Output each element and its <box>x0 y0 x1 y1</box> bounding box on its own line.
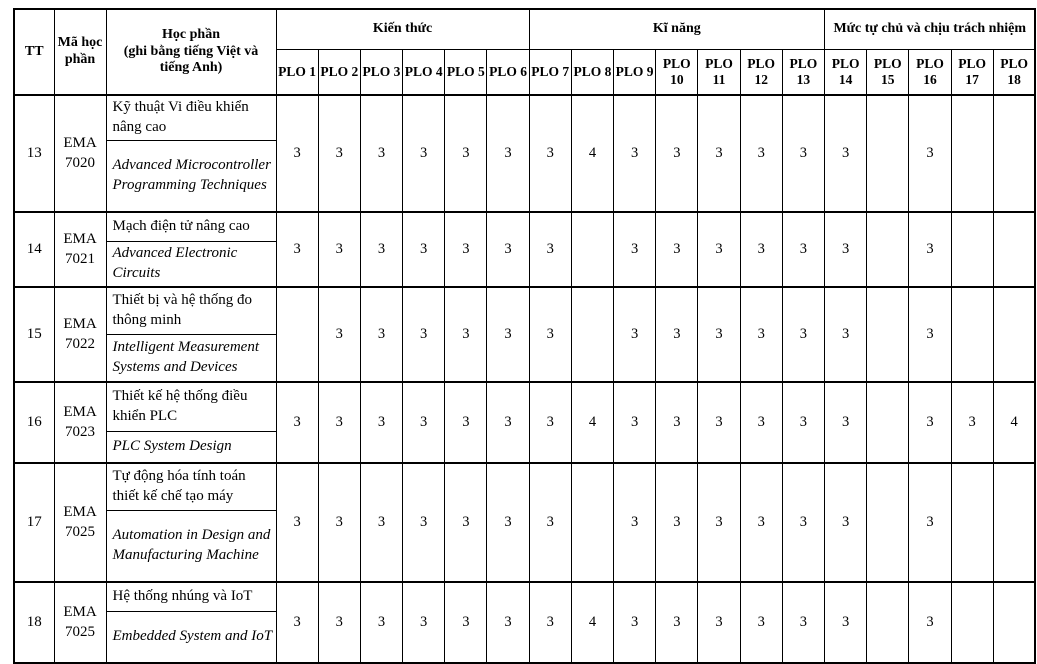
course-name-en: Embedded System and IoT <box>106 612 276 664</box>
plo-value-cell: 3 <box>318 212 360 287</box>
plo-value-cell <box>951 95 993 212</box>
plo-value-cell <box>951 212 993 287</box>
plo-value-cell: 3 <box>740 582 782 663</box>
plo-value-cell: 3 <box>825 212 867 287</box>
plo-value-cell: 3 <box>403 95 445 212</box>
col-header-plo-18: PLO 18 <box>993 49 1035 95</box>
course-code-cell: EMA 7023 <box>54 382 106 463</box>
col-header-plo-11: PLO 11 <box>698 49 740 95</box>
plo-value-cell: 3 <box>318 463 360 582</box>
course-name-vi: Mạch điện tử nâng cao <box>106 212 276 242</box>
plo-value-cell: 3 <box>698 212 740 287</box>
col-header-plo-7: PLO 7 <box>529 49 571 95</box>
col-header-plo-5: PLO 5 <box>445 49 487 95</box>
plo-value-cell: 3 <box>360 463 402 582</box>
plo-value-cell: 3 <box>909 582 951 663</box>
plo-value-cell: 3 <box>656 463 698 582</box>
plo-value-cell: 3 <box>740 382 782 463</box>
course-code-cell: EMA 7022 <box>54 287 106 382</box>
plo-value-cell: 3 <box>698 95 740 212</box>
plo-value-cell: 3 <box>445 463 487 582</box>
plo-value-cell: 3 <box>656 582 698 663</box>
plo-value-cell: 3 <box>360 382 402 463</box>
plo-value-cell: 3 <box>318 95 360 212</box>
plo-value-cell: 3 <box>656 212 698 287</box>
plo-value-cell: 3 <box>614 95 656 212</box>
plo-value-cell: 3 <box>656 287 698 382</box>
col-header-plo-8: PLO 8 <box>571 49 613 95</box>
col-header-course-title: Học phần <box>162 26 220 42</box>
plo-value-cell: 3 <box>909 463 951 582</box>
plo-value-cell: 3 <box>487 382 529 463</box>
plo-value-cell: 3 <box>698 382 740 463</box>
plo-value-cell: 3 <box>529 463 571 582</box>
plo-value-cell <box>276 287 318 382</box>
plo-value-cell <box>867 463 909 582</box>
course-code-cell: EMA 7025 <box>54 582 106 663</box>
plo-value-cell <box>867 95 909 212</box>
col-header-plo-12: PLO 12 <box>740 49 782 95</box>
col-header-plo-4: PLO 4 <box>403 49 445 95</box>
course-name-en: PLC System Design <box>106 432 276 464</box>
plo-value-cell: 3 <box>529 212 571 287</box>
plo-value-cell <box>951 463 993 582</box>
plo-value-cell: 3 <box>909 287 951 382</box>
plo-value-cell: 3 <box>614 463 656 582</box>
plo-value-cell: 3 <box>825 582 867 663</box>
plo-value-cell: 3 <box>782 582 824 663</box>
plo-value-cell: 4 <box>571 95 613 212</box>
plo-value-cell: 3 <box>276 582 318 663</box>
plo-value-cell: 3 <box>403 382 445 463</box>
course-name-en: Advanced Microcontroller Programming Techniques <box>106 141 276 213</box>
plo-value-cell: 3 <box>318 582 360 663</box>
plo-value-cell: 3 <box>782 212 824 287</box>
plo-value-cell: 3 <box>487 463 529 582</box>
col-header-plo-6: PLO 6 <box>487 49 529 95</box>
plo-value-cell: 3 <box>403 212 445 287</box>
plo-value-cell: 3 <box>403 582 445 663</box>
course-row-18 <box>14 582 1035 612</box>
col-header-plo-9: PLO 9 <box>614 49 656 95</box>
col-header-plo-2: PLO 2 <box>318 49 360 95</box>
plo-value-cell <box>571 463 613 582</box>
header-group-row <box>14 9 1035 49</box>
course-name-en: Intelligent Measurement Systems and Devices <box>106 335 276 383</box>
plo-value-cell: 3 <box>403 463 445 582</box>
plo-value-cell: 3 <box>487 287 529 382</box>
plo-value-cell: 4 <box>571 382 613 463</box>
tt-cell: 17 <box>14 463 54 582</box>
course-row-17 <box>14 463 1035 511</box>
col-header-course-subtitle: (ghi bằng tiếng Việt và tiếng Anh) <box>123 43 259 76</box>
course-row-14 <box>14 212 1035 242</box>
col-header-plo-3: PLO 3 <box>360 49 402 95</box>
plo-value-cell <box>951 287 993 382</box>
plo-value-cell: 3 <box>529 287 571 382</box>
plo-value-cell: 3 <box>445 582 487 663</box>
plo-value-cell <box>951 582 993 663</box>
plo-value-cell: 3 <box>825 287 867 382</box>
plo-value-cell: 3 <box>698 463 740 582</box>
plo-value-cell: 3 <box>740 95 782 212</box>
course-code-cell: EMA 7021 <box>54 212 106 287</box>
tt-cell: 15 <box>14 287 54 382</box>
plo-value-cell: 3 <box>740 212 782 287</box>
col-header-plo-1: PLO 1 <box>276 49 318 95</box>
group-header-knowledge: Kiến thức <box>276 9 529 49</box>
group-header-autonomy: Mức tự chủ và chịu trách nhiệm <box>825 9 1036 49</box>
col-header-plo-16: PLO 16 <box>909 49 951 95</box>
plo-value-cell: 3 <box>445 212 487 287</box>
plo-value-cell: 3 <box>487 582 529 663</box>
plo-value-cell: 3 <box>529 95 571 212</box>
plo-value-cell: 3 <box>614 212 656 287</box>
plo-value-cell: 3 <box>445 287 487 382</box>
plo-value-cell: 3 <box>276 463 318 582</box>
tt-cell: 18 <box>14 582 54 663</box>
col-header-code: Mã học phần <box>54 9 106 95</box>
plo-value-cell: 3 <box>825 95 867 212</box>
plo-value-cell: 3 <box>403 287 445 382</box>
plo-value-cell: 3 <box>740 463 782 582</box>
col-header-plo-17: PLO 17 <box>951 49 993 95</box>
plo-value-cell <box>867 582 909 663</box>
plo-value-cell: 3 <box>614 382 656 463</box>
plo-value-cell: 3 <box>656 95 698 212</box>
course-name-vi: Kỹ thuật Vi điều khiển nâng cao <box>106 95 276 141</box>
plo-value-cell <box>993 582 1035 663</box>
plo-value-cell: 3 <box>656 382 698 463</box>
tt-cell: 13 <box>14 95 54 212</box>
plo-value-cell: 3 <box>360 582 402 663</box>
plo-value-cell: 3 <box>445 382 487 463</box>
plo-value-cell: 3 <box>614 582 656 663</box>
course-name-vi: Thiết kế hệ thống điều khiển PLC <box>106 382 276 432</box>
plo-value-cell: 3 <box>825 382 867 463</box>
plo-value-cell <box>993 287 1035 382</box>
col-header-plo-13: PLO 13 <box>782 49 824 95</box>
plo-value-cell <box>993 95 1035 212</box>
plo-value-cell: 4 <box>571 582 613 663</box>
plo-value-cell <box>867 382 909 463</box>
plo-value-cell: 3 <box>782 382 824 463</box>
plo-value-cell <box>867 287 909 382</box>
plo-value-cell: 3 <box>951 382 993 463</box>
course-name-vi: Tự động hóa tính toán thiết kế chế tạo máy <box>106 463 276 511</box>
group-header-skills: Kĩ năng <box>529 9 824 49</box>
plo-value-cell: 4 <box>993 382 1035 463</box>
plo-value-cell: 3 <box>909 95 951 212</box>
col-header-course <box>106 9 276 95</box>
plo-value-cell: 3 <box>698 582 740 663</box>
plo-value-cell <box>867 212 909 287</box>
plo-value-cell: 3 <box>276 212 318 287</box>
col-header-plo-14: PLO 14 <box>825 49 867 95</box>
plo-value-cell: 3 <box>740 287 782 382</box>
plo-matrix-table <box>13 8 1036 664</box>
course-code-cell: EMA 7020 <box>54 95 106 212</box>
course-name-vi: Hệ thống nhúng và IoT <box>106 582 276 612</box>
plo-value-cell: 3 <box>276 95 318 212</box>
tt-cell: 14 <box>14 212 54 287</box>
plo-value-cell: 3 <box>782 287 824 382</box>
course-name-en: Advanced Electronic Circuits <box>106 242 276 288</box>
tt-cell: 16 <box>14 382 54 463</box>
plo-value-cell <box>993 212 1035 287</box>
course-row-15 <box>14 287 1035 335</box>
plo-value-cell: 3 <box>825 463 867 582</box>
plo-value-cell <box>571 212 613 287</box>
plo-value-cell <box>993 463 1035 582</box>
course-name-en: Automation in Design and Manufacturing Machine <box>106 511 276 583</box>
course-row-13 <box>14 95 1035 141</box>
plo-value-cell: 3 <box>360 287 402 382</box>
plo-value-cell: 3 <box>614 287 656 382</box>
course-name-vi: Thiết bị và hệ thống đo thông minh <box>106 287 276 335</box>
plo-value-cell: 3 <box>360 95 402 212</box>
plo-value-cell: 3 <box>909 212 951 287</box>
plo-value-cell: 3 <box>782 95 824 212</box>
course-code-cell: EMA 7025 <box>54 463 106 582</box>
plo-value-cell: 3 <box>529 382 571 463</box>
plo-value-cell <box>571 287 613 382</box>
plo-value-cell: 3 <box>276 382 318 463</box>
plo-value-cell: 3 <box>487 212 529 287</box>
col-header-plo-15: PLO 15 <box>867 49 909 95</box>
plo-value-cell: 3 <box>318 287 360 382</box>
col-header-tt: TT <box>14 9 54 95</box>
plo-value-cell: 3 <box>445 95 487 212</box>
plo-value-cell: 3 <box>909 382 951 463</box>
plo-value-cell: 3 <box>698 287 740 382</box>
plo-value-cell: 3 <box>529 582 571 663</box>
plo-value-cell: 3 <box>360 212 402 287</box>
col-header-plo-10: PLO 10 <box>656 49 698 95</box>
plo-value-cell: 3 <box>318 382 360 463</box>
plo-value-cell: 3 <box>782 463 824 582</box>
course-row-16 <box>14 382 1035 432</box>
plo-value-cell: 3 <box>487 95 529 212</box>
